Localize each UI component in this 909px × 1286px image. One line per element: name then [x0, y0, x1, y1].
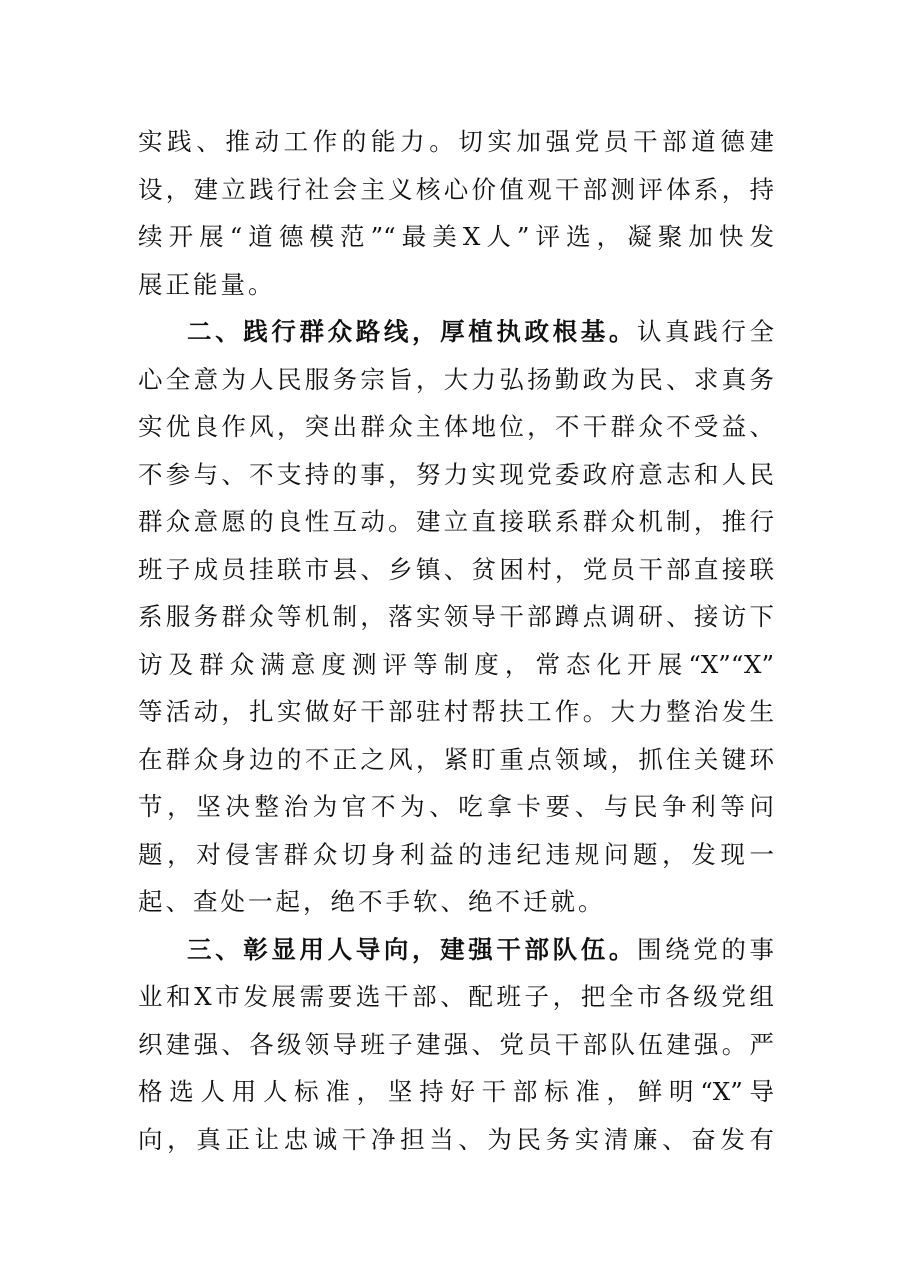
- text-line: 向，真正让忠诚干净担当、为民务实清廉、奋发有: [138, 1124, 774, 1154]
- text-line: 格选人用人标准，坚持好干部标准，鲜明“X”导: [138, 1077, 774, 1106]
- text-line: 起、查处一起，绝不手软、绝不迁就。: [138, 887, 606, 916]
- text-line: 续开展“道德模范”“最美X人”评选，凝聚加快发: [138, 222, 774, 251]
- text-line: 题，对侵害群众切身利益的违纪违规问题，发现一: [138, 839, 774, 869]
- text-line: 实优良作风，突出群众主体地位，不干群众不受益、: [138, 412, 774, 441]
- text-line: 业和X市发展需要选干部、配班子，把全市各级党组: [138, 982, 774, 1011]
- paragraph-1: [138, 118, 774, 308]
- text-run: 认真践行全: [637, 317, 774, 346]
- text-line: 不参与、不支持的事，努力实现党委政府意志和人民: [138, 459, 774, 489]
- text-line: 展正能量。: [138, 269, 276, 299]
- text-line: 等活动，扎实做好干部驻村帮扶工作。大力整治发生: [138, 697, 774, 726]
- text-line: 访及群众满意度测评等制度，常态化开展“X”“X”: [138, 649, 774, 679]
- text-run: 围绕党的事: [637, 934, 774, 964]
- text-line: 织建强、各级领导班子建强、党员干部队伍建强。严: [138, 1029, 774, 1059]
- text-line: 在群众身边的不正之风，紧盯重点领域，抓住关键环: [138, 744, 774, 774]
- paragraph-3: [138, 926, 774, 1164]
- text-line: 群众意愿的良性互动。建立直接联系群众机制，推行: [138, 507, 774, 536]
- text-line: 设，建立践行社会主义核心价值观干部测评体系，持: [138, 174, 774, 204]
- paragraph-first-line: [138, 308, 774, 356]
- text-line: 节，坚决整治为官不为、吃拿卡要、与民争利等问: [138, 792, 774, 821]
- text-line: 心全意为人民服务宗旨，大力弘扬勤政为民、求真务: [138, 364, 774, 394]
- section-heading: 二、践行群众路线，厚植执政根基。: [187, 317, 637, 346]
- document-body: [138, 118, 774, 1163]
- text-line: 系服务群众等机制，落实领导干部蹲点调研、接访下: [138, 602, 774, 631]
- paragraph-first-line: [138, 926, 774, 974]
- text-line: 班子成员挂联市县、乡镇、贫困村，党员干部直接联: [138, 554, 774, 584]
- text-line: 实践、推动工作的能力。切实加强党员干部道德建: [138, 127, 774, 156]
- section-heading: 三、彰显用人导向，建强干部队伍。: [187, 934, 637, 964]
- paragraph-2: [138, 308, 774, 926]
